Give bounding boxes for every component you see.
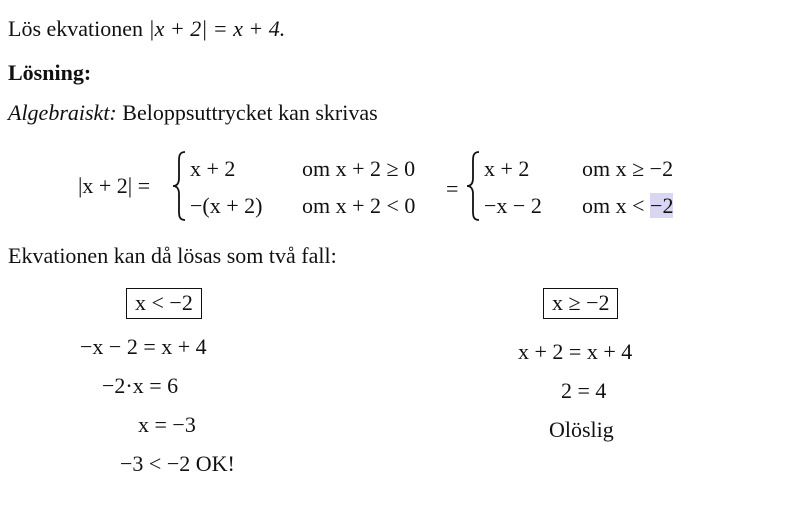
case-right-step-1: x + 2 = x + 4 [518,339,633,364]
case-right-condition-box: x ≥ −2 [543,288,618,319]
piece1-row2-cond: om x + 2 < 0 [302,193,416,218]
problem-prefix: Lös ekvationen [8,16,149,41]
piecewise-equals: = [446,176,459,201]
piece1-row2-expr: −(x + 2) [190,193,263,218]
case-right-step-3: Olöslig [549,417,614,442]
case-left-step-2: −2·x = 6 [102,373,179,398]
piece2-row1-expr: x + 2 [484,156,530,181]
piece1-row1-cond: om x + 2 ≥ 0 [302,156,416,181]
problem-equation: |x + 2| = x + 4. [148,16,286,41]
algebra-intro [8,102,378,124]
case-left-step-3: x = −3 [138,412,196,437]
solution-heading: Lösning: [8,60,92,85]
case-left-step-1: −x − 2 = x + 4 [80,334,207,359]
piece2-row2-cond [582,195,673,217]
case-left-condition-box: x < −2 [126,288,202,319]
algebra-text: Beloppsuttrycket kan skrivas [116,100,378,125]
piece1-row1-expr: x + 2 [190,156,236,181]
piece2-row2-expr: −x − 2 [484,193,542,218]
piecewise-lhs: |x + 2| = [78,173,151,198]
right-brace-icon [466,150,482,222]
piece2-row1-cond: om x ≥ −2 [582,156,674,181]
case-right-step-2: 2 = 4 [561,378,607,403]
left-brace-icon [172,150,188,222]
piece2-row2-cond-prefix: om x < [582,193,651,218]
problem-statement [8,18,285,40]
algebra-label: Algebraiskt: [8,100,117,125]
cases-intro: Ekvationen kan då lösas som två fall: [8,243,337,268]
text-selection-highlight[interactable]: −2 [650,193,674,218]
case-left-step-4: −3 < −2 OK! [120,451,235,476]
